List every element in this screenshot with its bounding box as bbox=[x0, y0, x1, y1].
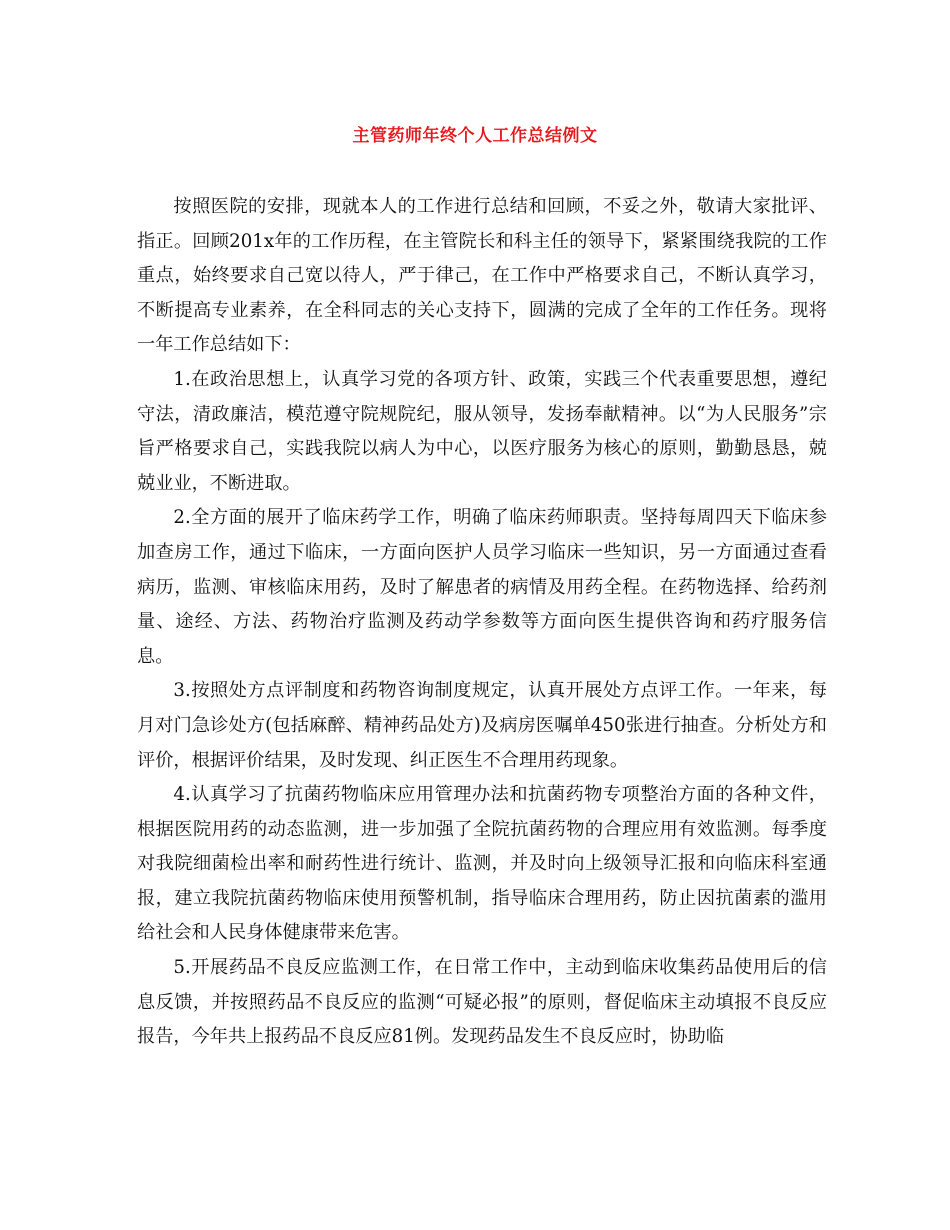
paragraph-item-4: 4.认真学习了抗菌药物临床应用管理办法和抗菌药物专项整治方面的各种文件，根据医院用药的动态监测，进一步加强了全院抗菌药物的合理应用有效监测。每季度对我院细菌检出率和耐药性进行统计、监测，并及时向上级领导汇报和向临床科室通报，建立我院抗菌药物临床使用预警机制，指导临床合理用药，防止因抗菌素的滥用给社会和人民身体健康带来危害。 bbox=[137, 784, 827, 944]
paragraph-item-3: 3.按照处方点评制度和药物咨询制度规定，认真开展处方点评工作。一年来，每月对门急诊处方(包括麻醉、精神药品处方)及病房医嘱单450张进行抽查。分析处方和评价，根据评价结果，及时发现、纠正医生不合理用药现象。 bbox=[137, 680, 827, 771]
document-body bbox=[137, 190, 827, 1055]
paragraph-intro: 按照医院的安排，现就本人的工作进行总结和回顾，不妥之外，敬请大家批评、指正。回顾201x年的工作历程，在主管院长和科主任的领导下，紧紧围绕我院的工作重点，始终要求自己宽以待人，严于律己，在工作中严格要求自己，不断认真学习，不断提高专业素养，在全科同志的关心支持下，圆满的完成了全年的工作任务。现将一年工作总结如下： bbox=[137, 196, 827, 356]
paragraph-item-5: 5.开展药品不良反应监测工作，在日常工作中，主动到临床收集药品使用后的信息反馈，并按照药品不良反应的监测“可疑必报”的原则，督促临床主动填报不良反应报告，今年共上报药品不良反应81例。发现药品发生不良反应时，协助临 bbox=[137, 957, 827, 1048]
document-title: 主管药师年终个人工作总结例文 bbox=[352, 126, 598, 146]
paragraph-item-1: 1.在政治思想上，认真学习党的各项方针、政策，实践三个代表重要思想，遵纪守法，清政廉洁，模范遵守院规院纪，服从领导，发扬奉献精神。以“为人民服务”宗旨严格要求自己，实践我院以病人为中心，以医疗服务为核心的原则，勤勤恳恳，兢兢业业，不断进取。 bbox=[137, 368, 827, 494]
paragraph-item-2: 2.全方面的展开了临床药学工作，明确了临床药师职责。坚持每周四天下临床参加查房工作，通过下临床，一方面向医护人员学习临床一些知识，另一方面通过查看病历，监测、审核临床用药，及时了解患者的病情及用药全程。在药物选择、给药剂量、途经、方法、药物治疗监测及药动学参数等方面向医生提供咨询和药疗服务信息。 bbox=[137, 507, 827, 667]
